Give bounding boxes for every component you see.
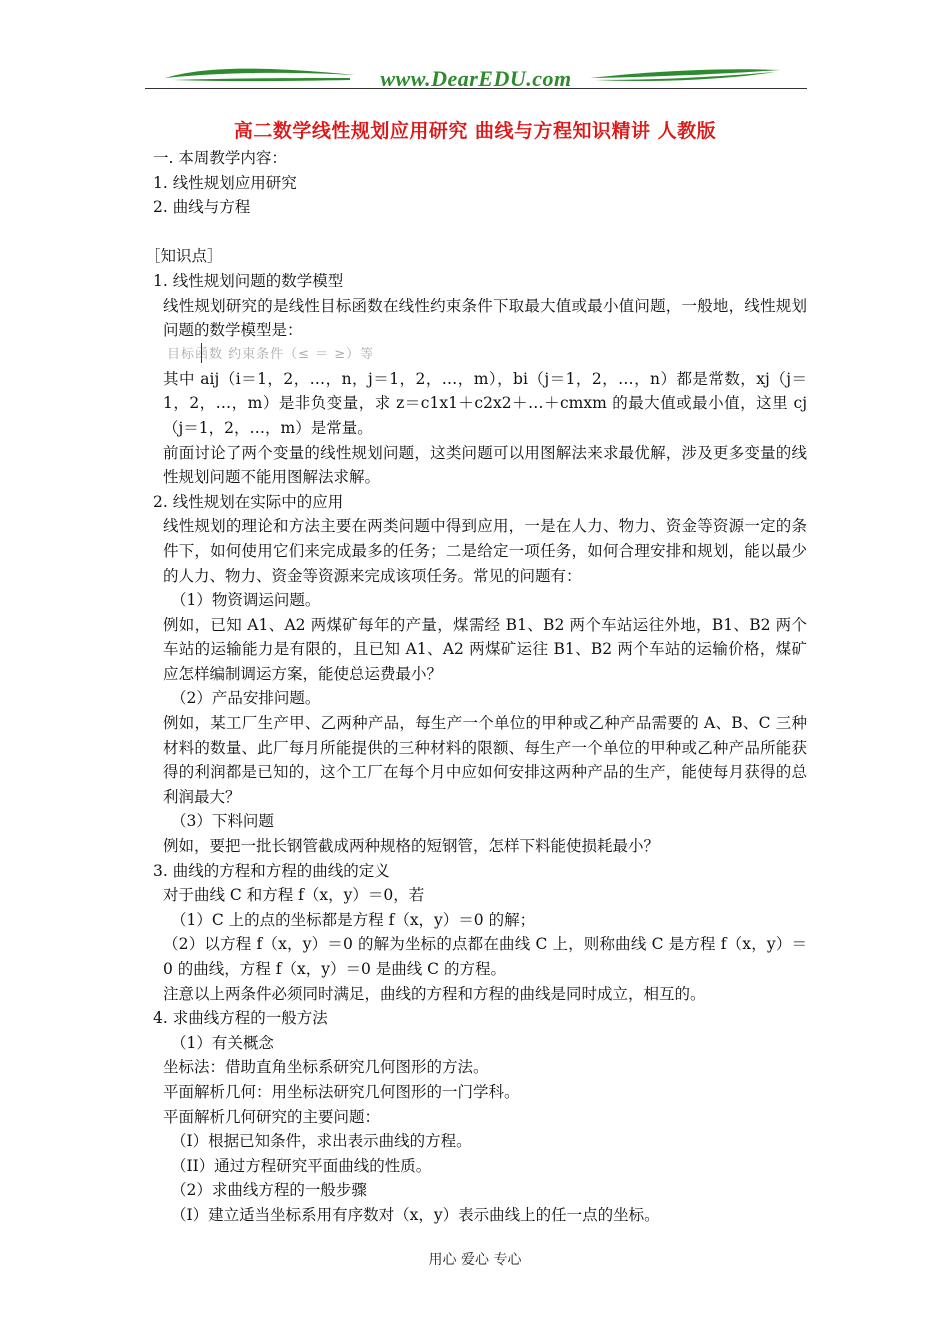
list-item: （1）物资调运问题。	[171, 591, 321, 610]
paragraph: 注意以上两条件必须同时满足，曲线的方程和方程的曲线是同时成立，相互的。	[163, 984, 706, 1003]
paragraph: 坐标法：借助直角坐标系研究几何图形的方法。	[163, 1058, 489, 1077]
list-item: （2）产品安排问题。	[171, 689, 321, 708]
paragraph: 平面解析几何：用坐标法研究几何图形的一门学科。	[163, 1082, 520, 1101]
section-heading: ［知识点］	[145, 247, 223, 266]
list-item: （I）建立适当坐标系用有序数对（x，y）表示曲线上的任一点的坐标。	[171, 1205, 660, 1224]
section-heading: 一. 本周教学内容：	[153, 149, 287, 167]
header-rule	[145, 88, 807, 89]
paragraph: 对于曲线 C 和方程 f（x，y）＝0，若	[163, 886, 425, 905]
list-item: （3）下料问题	[171, 812, 274, 831]
subheading: 1. 线性规划问题的数学模型	[153, 271, 344, 290]
paragraph: 线性规划的理论和方法主要在两类问题中得到应用，一是在人力、物力、资金等资源一定的条件下，如何使用它们来完成最多的任务；二是给定一项任务，如何合理安排和规划，能以最少的人力、物力、资金等资源来完成该项任务。常见的问题有：	[163, 517, 807, 585]
list-item: （I）根据已知条件，求出表示曲线的方程。	[171, 1132, 472, 1151]
site-logo-banner	[145, 58, 807, 92]
list-item: （2）求曲线方程的一般步骤	[171, 1181, 367, 1200]
page-footer: 用心 爱心 专心	[428, 1252, 522, 1268]
subheading: 2. 线性规划在实际中的应用	[153, 492, 344, 511]
logo-text: www.DearEDU.com	[380, 66, 572, 91]
paragraph: 平面解析几何研究的主要问题：	[163, 1107, 381, 1126]
paragraph: 前面讨论了两个变量的线性规划问题，这类问题可以用图解法来求最优解，涉及更多变量的线性规划问题不能用图解法求解。	[163, 443, 807, 487]
subheading: 3. 曲线的方程和方程的曲线的定义	[153, 861, 390, 880]
list-item: 1. 线性规划应用研究	[153, 173, 297, 192]
page-title: 高二数学线性规划应用研究 曲线与方程知识精讲 人教版	[233, 120, 717, 142]
list-item: （1）有关概念	[171, 1033, 274, 1052]
list-item: （II）通过方程研究平面曲线的性质。	[171, 1156, 432, 1175]
list-item: 2. 曲线与方程	[153, 198, 251, 217]
paragraph: 线性规划研究的是线性目标函数在线性约束条件下取最大值或最小值问题，一般地，线性规划问题的数学模型是：	[163, 296, 807, 340]
paragraph: 例如，要把一批长钢管截成两种规格的短钢管，怎样下料能使损耗最小？	[163, 837, 660, 856]
paragraph: 其中 aij（i＝1，2，…，n，j＝1，2，…，m），bi（j＝1，2，…，n）都是常数，xj（j＝1，2，…，m）是非负变量，求 z＝c1x1＋c2x2＋…＋cmxm 的最大值或最小值，这里 cj（j＝1，2，…，m）是常量。	[163, 369, 807, 437]
list-item: （1）C 上的点的坐标都是方程 f（x，y）＝0 的解；	[171, 910, 536, 929]
formula-image: 目标函数 约束条件（≤ ＝ ≥）等	[163, 343, 807, 367]
subheading: 4. 求曲线方程的一般方法	[153, 1009, 328, 1028]
paragraph: （2）以方程 f（x，y）＝0 的解为坐标的点都在曲线 C 上，则称曲线 C 是方程 f（x，y）＝0 的曲线，方程 f（x，y）＝0 是曲线 C 的方程。	[163, 935, 807, 978]
paragraph: 例如，已知 A1、A2 两煤矿每年的产量，煤需经 B1、B2 两个车站运往外地，B1、B2 两个车站的运输能力是有限的，且已知 A1、A2 两煤矿运往 B1、B2 两个车站的运输价格，煤矿应怎样编制调运方案，能使总运费最小？	[163, 615, 807, 683]
document-body	[145, 146, 807, 1228]
paragraph: 例如，某工厂生产甲、乙两种产品，每生产一个单位的甲种或乙种产品需要的 A、B、C 三种材料的数量、此厂每月所能提供的三种材料的限额、每生产一个单位的甲种或乙种产品所能获得的利润都是已知的，这个工厂在每个月中应如何安排这两种产品的生产，能使每月获得的总利润最大？	[163, 714, 807, 806]
